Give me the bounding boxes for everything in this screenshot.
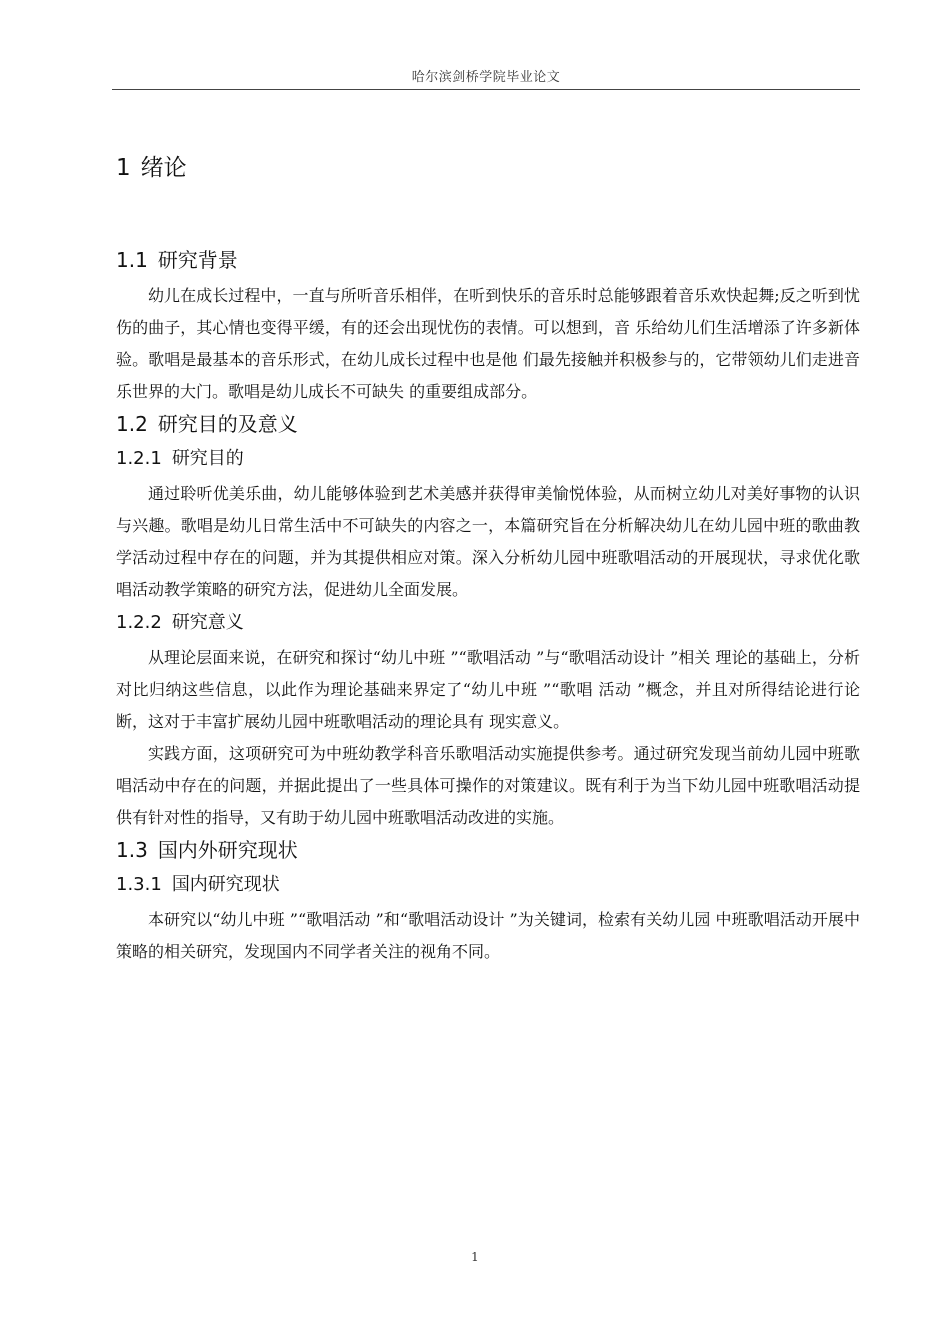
- subsection-title: 研究目的: [171, 448, 244, 469]
- paragraph: 本研究以“幼儿中班 ”“歌唱活动 ”和“歌唱活动设计 ”为关键词，检索有关幼儿园 中班歌唱活动开展中策略的相关研究，发现国内不同学者关注的视角不同。: [116, 910, 860, 961]
- section-number: 1.3: [116, 838, 148, 862]
- paragraph: 从理论层面来说，在研究和探讨“幼儿中班 ”“歌唱活动 ”与“歌唱活动设计 ”相关 理论的基础上，分析对比归纳这些信息，以此作为理论基础来界定了“幼儿中班 ”“歌唱 活动 ”概念，并且对所得结论进行论断，这对于丰富扩展幼儿园中班歌唱活动的理论具有 现实意义。: [116, 648, 860, 731]
- chapter-heading: [116, 150, 860, 186]
- section-heading-1-1: [116, 244, 860, 276]
- subsection-number: 1.2.1: [116, 448, 162, 469]
- section-title: 研究目的及意义: [157, 412, 298, 436]
- page-number: 1: [471, 1250, 479, 1264]
- paragraph: 实践方面，这项研究可为中班幼教学科音乐歌唱活动实施提供参考。通过研究发现当前幼儿园中班歌唱活动中存在的问题，并据此提出了一些具体可操作的对策建议。既有利于为当下幼儿园中班歌唱活动提供有针对性的指导，又有助于幼儿园中班歌唱活动改进的实施。: [116, 744, 860, 827]
- subsection-title: 国内研究现状: [171, 874, 280, 895]
- section-title: 研究背景: [157, 248, 238, 272]
- chapter-number: 1: [116, 155, 131, 181]
- chapter-title: 绪论: [140, 155, 187, 181]
- section-title: 国内外研究现状: [157, 838, 298, 862]
- paragraph: 幼儿在成长过程中，一直与所听音乐相伴，在听到快乐的音乐时总能够跟着音乐欢快起舞;反之听到忧伤的曲子，其心情也变得平缓，有的还会出现忧伤的表情。可以想到，音 乐给幼儿们生活增添了许多新体验。歌唱是最基本的音乐形式，在幼儿成长过程中也是他 们最先接触并积极参与的，它带领幼儿们走进音乐世界的大门。歌唱是幼儿成长不可缺失 的重要组成部分。: [116, 286, 860, 401]
- page-content: [116, 150, 860, 968]
- section-number: 1.1: [116, 248, 148, 272]
- header-divider: [112, 89, 860, 90]
- subsection-number: 1.3.1: [116, 874, 162, 895]
- subsection-heading-1-2-1: [116, 444, 860, 474]
- section-number: 1.2: [116, 412, 148, 436]
- paragraph: 通过聆听优美乐曲，幼儿能够体验到艺术美感并获得审美愉悦体验，从而树立幼儿对美好事物的认识与兴趣。歌唱是幼儿日常生活中不可缺失的内容之一，本篇研究旨在分析解决幼儿在幼儿园中班的歌曲教学活动过程中存在的问题，并为其提供相应对策。深入分析幼儿园中班歌唱活动的开展现状，寻求优化歌唱活动教学策略的研究方法，促进幼儿全面发展。: [116, 484, 860, 599]
- subsection-title: 研究意义: [171, 612, 244, 633]
- section-heading-1-2: [116, 408, 860, 440]
- subsection-heading-1-2-2: [116, 608, 860, 638]
- section-heading-1-3: [116, 834, 860, 866]
- page-header: 哈尔滨剑桥学院毕业论文: [411, 70, 561, 85]
- subsection-number: 1.2.2: [116, 612, 162, 633]
- subsection-heading-1-3-1: [116, 870, 860, 900]
